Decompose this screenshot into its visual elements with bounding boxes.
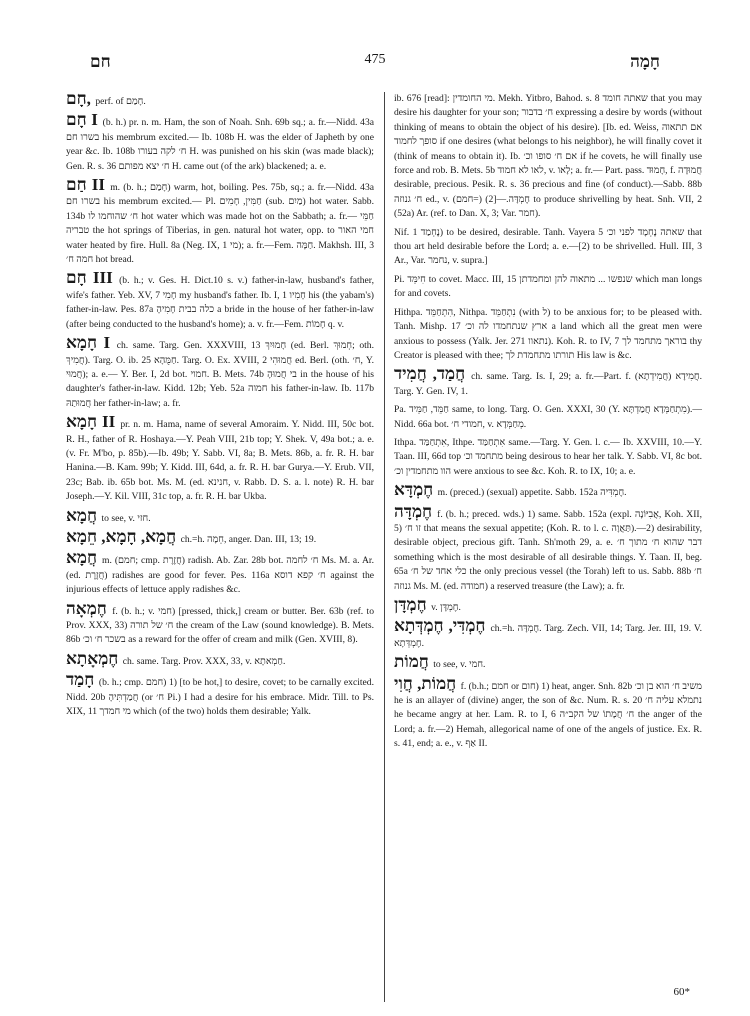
entry-headword: חַם II <box>66 175 105 195</box>
page-header <box>60 52 690 76</box>
dictionary-entry <box>66 670 374 719</box>
dictionary-entry <box>66 526 374 547</box>
dictionary-entry <box>394 364 702 399</box>
entry-headword: חָמָא II <box>66 412 116 432</box>
dictionary-entry <box>394 673 703 752</box>
entry-headword: חֶמְאָתָא <box>66 648 119 668</box>
entry-text: to see, v. חמי. <box>433 659 486 671</box>
dictionary-entry <box>394 403 702 432</box>
dictionary-entry <box>66 648 374 669</box>
dictionary-entry <box>66 505 374 526</box>
dictionary-entry <box>66 175 374 267</box>
entry-headword: חֶמְדָּא <box>394 480 434 500</box>
entry-text: m. (חמם; cmp. חֲזֶרֶת) radish. Ab. Zar. 28b bot. ח׳ לחמה Ms. M. a. Ar. (ed. חֲזֶרֶת) radishes are good for fever. Pes. 116a ח׳ קפא דוסא against the injurious effects of lettuce apply radishes &c. <box>66 555 374 596</box>
entry-headword: חֲמוֹת <box>394 652 429 672</box>
entry-text: m. (b. h.; חָמַם) warm, hot, boiling. Pes. 75b, sq.; a. fr.—Nidd. 43a בשרו חם his membrum excited.— Pl. חַמִּין, חָמִים (sub. מַיִם) hot water. Sabb. 134b ח׳ שהוחמו לו hot water which was made hot on the Sabbath; a. fr.— חַמֵּי טבריה the hot springs of Tiberias, in gen. natural hot water, opp. to חמי האור water heated by fire. Hull. 8a (Neg. IX, 1 מי); a. fr.—Fem. חַמָּה. Makhsh. III, 3 חמה ח׳ hot bread. <box>66 182 374 266</box>
entry-headword: חֶמְדָּה <box>394 501 433 521</box>
entry-text: f. (b. h.; v. חמי) [pressed, thick,] cream or butter. Ber. 63b (ref. to Prov. XXX, 33) ח׳ של תורה the cream of the Law (sound knowledge). B. Mets. 86b בשכר ח׳ וכ׳ as a reward for the offer of cream and milk (Gen. XVIII, 8). <box>66 605 374 646</box>
column-divider <box>384 92 385 1002</box>
entry-text: Hithpa. הִתְחַמֵּד, Nithpa. נִתְחַמֵּד (with ל) to be anxious for; to be pleased with. Tanh. Mishp. 17 ארץ שנתחמדו לה וכ׳ a land which all the great men were anxious to possess (Yalk. Jer. 271 נתאוו). Koh. R. to IV, 7 בוראך מתחמד לך thy Creator is pleased with thee; תורתו מתחמדת לך His law is &c. <box>394 306 702 361</box>
header-left-guide-word: חם <box>90 52 111 71</box>
page-number: 475 <box>364 52 386 67</box>
entry-headword: חֲמָא <box>66 505 98 525</box>
entry-text: m. (preced.) (sexual) appetite. Sabb. 152a חֶמְדִּיה. <box>437 487 627 499</box>
entry-text: pr. n. m. Hama, name of several Amoraim. Y. Nidd. III, 50c bot. R. H., father of R. Hoshaya.—Y. Peah VIII, 21b top; Y. Shek. V, 49a bot.; a. e. (v. Fr. M'bo, p. 85b).—Ib. 49b; Y. Sabb. VI, 8a; B. Mets. 86b, a. fr. R. H. bar Hanina.—B. Kam. 99b; Y. Kidd. III, 64d, a. fr. R. H. bar Gurya.—Y. Erub. VII, 23c; Bab. ib. 65b bot. Ms. M. (ed. חנינא, v. Rabb. D. S. a. l. note) R. H. bar Joseph.—Y. Kil. VIII, 31c top, a. fr. R. H. bar Ukba. <box>66 419 374 503</box>
dictionary-entry <box>394 652 702 672</box>
entry-text: (b. h.) pr. n. m. Ham, the son of Noah. Snh. 69b sq.; a. fr.—Nidd. 43a בשרו חם his membrum excited.— Ib. 108b H. was the elder of Japheth by one year &c. Ib. 108b ח׳ לקה בעורו H. was punished on his skin (was made black); Gen. R. s. 36 ח׳ יצא מפותם H. came out (of the ark) blackened; a. e. <box>66 117 374 172</box>
entry-headword: חֲמָא <box>66 548 98 568</box>
dictionary-entry <box>394 480 702 500</box>
entry-text: f. (b. h.; preced. wds.) 1) same. Sabb. 152a (expl. אֲבִיּוֹנָה, Koh. XII, 5) זו ח׳ that means the sexual appetite; (Koh. R. to l. c. תַּאֲוָה).—2) desirability, desirable object, precious gift. Tanh. Sh'moth 29, a. e. דבר שהוא ח׳ מתוך ח׳ something which is the most desirable of all desirable things. Y. Taan. II, beg. 65a כלי אחד של ח׳ the only precious vessel (the Torah) left to us. Sabb. 88b ח׳ גנוזה Ms. M. (ed. חמודה) a reserved treasure (the Law); a. fr. <box>394 508 702 592</box>
dictionary-entry <box>66 89 374 109</box>
entry-text: Pa. חַמֵּד, חַמֵּיד same, to long. Targ. O. Gen. XXXI, 30 (Y. מִתְחַמְּדָא חֲמַדְתָּא).—Nidd. 66a bot. חמודי ח׳, v. מְחַמְּדָא. <box>394 404 702 430</box>
left-column <box>66 89 375 723</box>
entry-headword: חֲמָא, חָמָא, חֵמָא <box>66 526 177 546</box>
dictionary-entry <box>66 333 375 411</box>
dictionary-entry <box>394 501 702 594</box>
entry-text: f. (b.h.; חמם or חום) 1) heat, anger. Snh. 82b משיב ח׳ הוא בן וכ׳ he is an allayer of (divine) anger, the son of &c. Num. R. s. 20 נתמלא עליה ח׳ he became angry at her. Lam. R. to I, 6 ח׳ חֲמָתוֹ של הקב״ה the anger of the Lord; a. fr.—2) Hemah, allegorical name of one of the angels of justice. Ex. R. s. 41, end; a. e., v. אַף II. <box>394 680 703 750</box>
header-right-guide-word: חָמָה <box>630 52 660 71</box>
dictionary-entry <box>66 412 374 504</box>
dictionary-entry <box>394 306 702 364</box>
entry-text: Nif. נֶחְמַד 1) to be desired, desirable. Tanh. Vayera 5 שאתה נֶחְמָד לפני וכ׳ that thou art held desirable before the Lord; a. e.—[2) to be shrivelled. Hull. III, 3 Ar., Var. נחמר, v. supra.] <box>394 226 702 267</box>
entry-text: (b. h.; v. Ges. H. Dict.10 s. v.) father-in-law, husband's father, wife's father. Yeb. XV, 7 חָמִי my husband's father. Ib. I, 1 חָמִיו his (the yabam's) father-in-law. Pes. 87a כלה בבית חָמִיהָ a bride in the house of her father-in-law (after being conducted to the husband's home); a. v. fr.—Fem. חָמוֹת q. v. <box>66 275 374 330</box>
entry-headword: חֲמוֹת, חֲוִי <box>394 673 457 693</box>
entry-text: v. חֶמְדָּן. <box>431 602 461 613</box>
dictionary-entry <box>394 92 702 222</box>
right-column <box>394 92 702 756</box>
dictionary-entry <box>394 226 702 269</box>
entry-text: ch. same. Targ. Prov. XXX, 33, v. חַמְאתָא. <box>122 655 286 667</box>
entry-headword: חָמָא I <box>66 333 111 353</box>
entry-headword: חָם, <box>66 89 91 108</box>
entry-text: perf. of חָמַם. <box>95 96 146 107</box>
entry-text: ib. 676 [read]: מי החומדין. Mekh. Yitbro, Bahod. s. 8 שאתה חומד that you may desire his daughter for your son; ח׳ בדבור expressing a desire by words (without thinking of means to obtain the object of his desire). [Ib. ed. Weiss, אם תתאוה סופך לחמוד if one desires (what belongs to his neighbor), he will finally covet it (think of means to obtain it). Ib. אם ח׳ סופו וכ׳ if he covets, he will finally use force and rob. B. Mets. 5b לאו לא חמוד, v. לָאו; a. fr.— Part. pass. חָמוּד, f. חֲמוּדָה desirable, precious. Pesik. R. s. 36 precious and fine (of conduct).—Sabb. 88b ח׳ גנוזה ed., v. חֶמְדָּה.—[2) (=חמם) to produce shrivelling by heat. Snh. VII, 2 (52a) Ar. (ref. to Dan. X, 3; Var. חמר). <box>394 93 702 220</box>
entry-headword: חָמַד <box>66 670 95 690</box>
entry-text: (b. h.; cmp. חמם) 1) [to be hot,] to desire, covet; to be carnally excited. Nidd. 20b חֲמַדְתִּיהָ (or ח׳ Pi.) I had a desire for his embrace. Midr. Till. to Ps. XIX, 11 מי חמדך which (of the two) holds them desirable; Yalk. <box>66 677 374 718</box>
entry-headword: חֲמַד, חֲמִיד <box>394 364 466 384</box>
dictionary-entry <box>66 548 374 597</box>
printer-signature: 60* <box>673 986 690 998</box>
entry-text: Pi. חִימֵּד to covet. Macc. III, 15 שנפשו ... מתאוה להן ומחמדתן which man longs for and covets. <box>394 273 702 300</box>
entry-headword: חֶמְאָה <box>66 598 107 618</box>
dictionary-entry <box>394 436 702 479</box>
dictionary-entry <box>394 595 702 615</box>
dictionary-entry <box>394 273 702 302</box>
dictionary-entry <box>394 616 702 651</box>
entry-text: Ithpa. אִתְחַמַּד, Ithpe. אִתְחַמַּד same.—Targ. Y. Gen. l. c.— Ib. XXVIII, 10.—Y. Taan. III, 66d top מתחמד וכ׳ being desirous to hear her talk. Y. Sabb. VI, 8c bot. הוו מתחמדין וכ׳ were anxious to see &c. Koh. R. to IX, 10; a. e. <box>394 436 703 477</box>
entry-headword: חֶמְדָּן <box>394 595 427 614</box>
entry-text: ch.=h. חֶמְדָּה. Targ. Zech. VII, 14; Targ. Jer. III, 19. V. חֶמְדְּתָא. <box>394 623 702 649</box>
dictionary-entry <box>66 110 374 174</box>
entry-headword: חָם III <box>66 268 113 288</box>
entry-text: ch. same. Targ. Is. I, 29; a. fr.—Part. f. חֲמִידָא (חֲמִידְתָא). Targ. Y. Gen. IV, 1. <box>394 371 702 397</box>
dictionary-entry <box>66 268 374 332</box>
entry-headword: חָם I <box>66 110 98 130</box>
entry-headword: חֶמְדִּי, חֶמְדְּתָא <box>394 616 486 636</box>
entry-text: ch. same. Targ. Gen. XXXVIII, 13 חָמוּיִךְ (ed. Berl. חְמוּךְ; oth. חֲמִיךְ). Targ. O. ib. 25 חַמֻּהָא. Targ. O. Ex. XVIII, 2 חֲמוּהִי ed. Berl. (oth. ח׳, Y. חֲמוּי); a. e.— Y. Ber. I, 2d bot. חמוי. B. Mets. 74b בי חֲמוּהָ in the house of his daughter's father-in-law. Kidd. 12b; Yeb. 52a חמוה his father-in-law. Ib. 117b חֲמוּתַהּ her father-in-law; a. fr. <box>66 340 375 409</box>
entry-text: to see, v. חזי. <box>101 512 151 524</box>
dictionary-entry <box>66 598 374 648</box>
entry-text: ch.=h. חֵמָה, anger. Dan. III, 13; 19. <box>180 533 317 545</box>
